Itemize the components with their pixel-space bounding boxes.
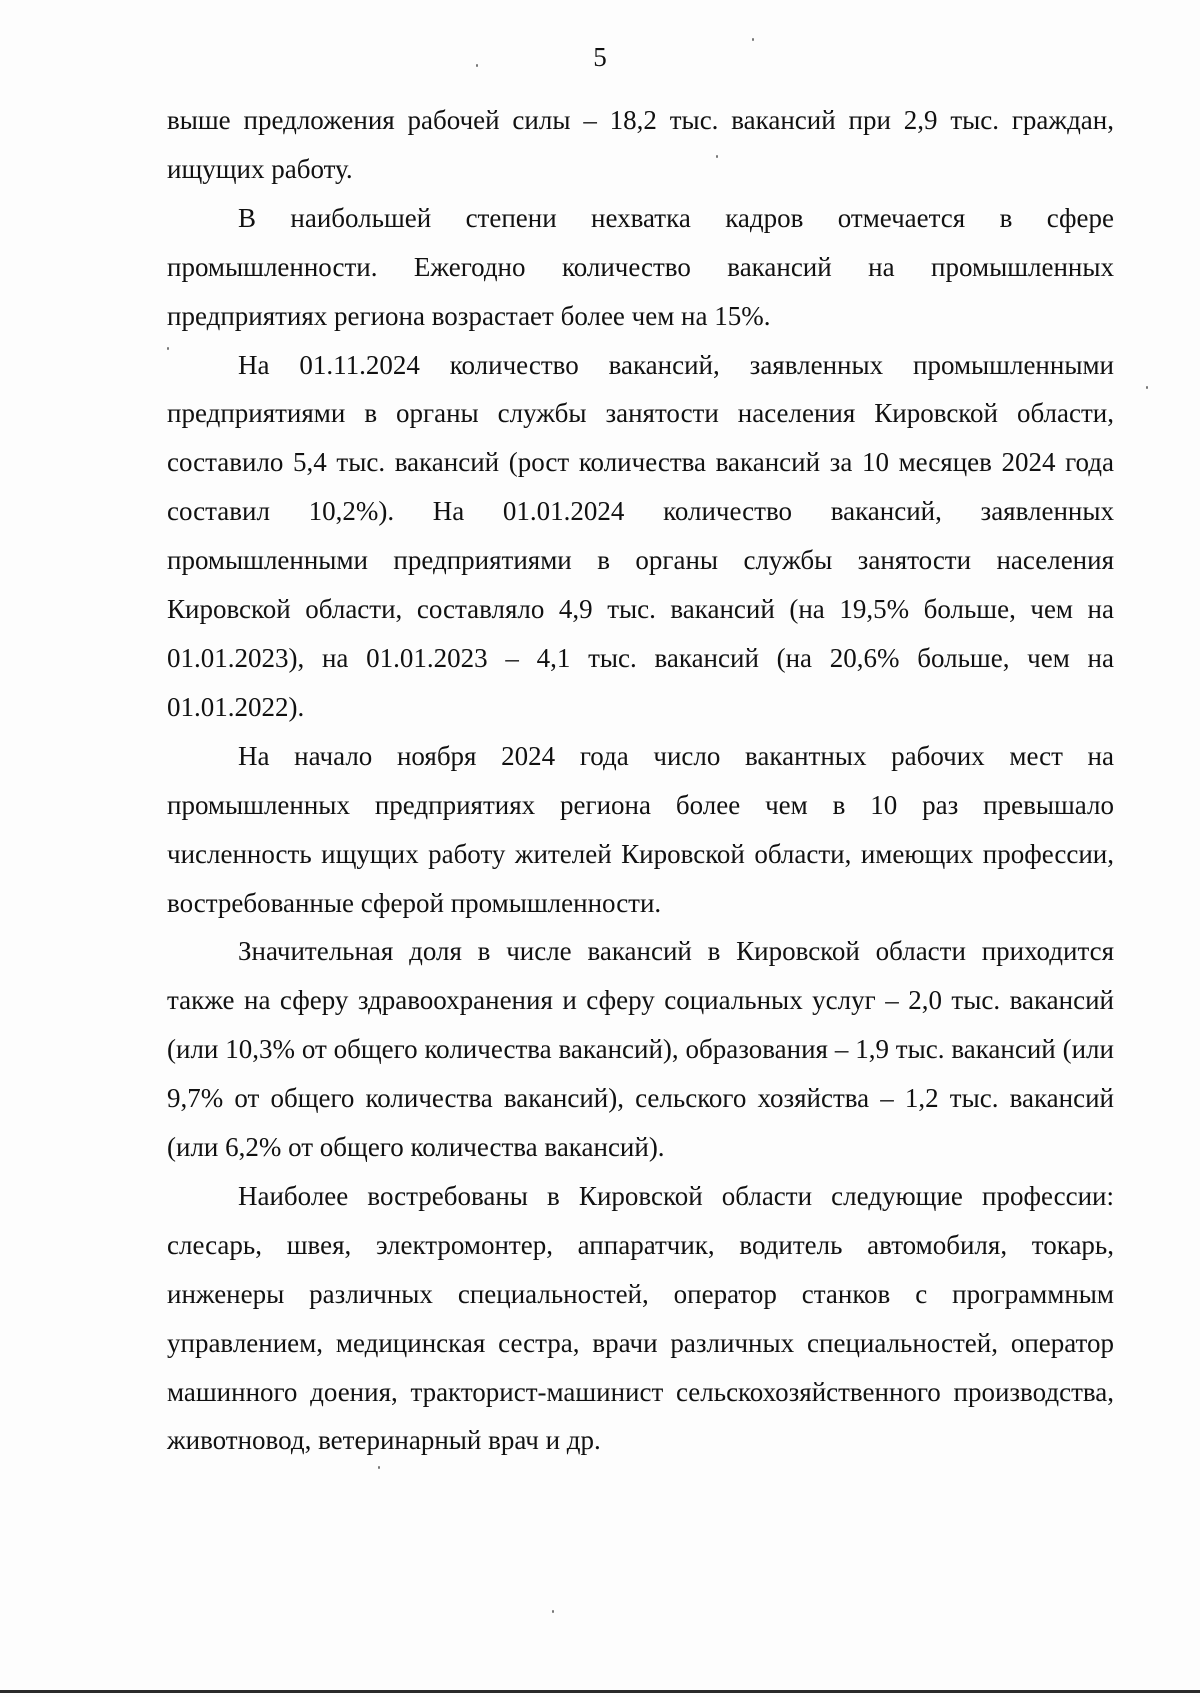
paragraph-industry-shortage: В наибольшей степени нехватка кадров отмечается в сфере промышленности. Ежегодно количество вакансий на промышленных предприятиях региона возрастает более чем на 15%. bbox=[167, 202, 1114, 331]
scan-bottom-edge bbox=[0, 1690, 1200, 1693]
paragraph-demanded-professions: Наиболее востребованы в Кировской области следующие профессии: слесарь, швея, электромонтер, аппаратчик, водитель автомобиля, токарь, инженеры различных специальностей, оператор станков с программным управлением, медицинская сестра, врачи различных специальностей, оператор машинного доения, тракторист-машинист сельскохозяйственного производства, животновод, ветеринарный врач и др. bbox=[167, 1180, 1114, 1456]
scan-speck bbox=[1146, 386, 1148, 389]
scan-speck bbox=[552, 1610, 554, 1613]
paragraph-industrial-vacancies: На 01.11.2024 количество вакансий, заявленных промышленными предприятиями в органы службы занятости населения Кировской области, составило 5,4 тыс. вакансий (рост количества вакансий за 10 месяцев 2024 года составил 10,2%). На 01.01.2024 количество вакансий, заявленных промышленными предприятиями в органы службы занятости населения Кировской области, составляло 4,9 тыс. вакансий (на 19,5% больше, чем на 01.01.2023), на 01.01.2023 – 4,1 тыс. вакансий (на 20,6% больше, чем на 01.01.2022). bbox=[167, 349, 1114, 722]
scan-speck bbox=[716, 155, 718, 158]
scan-speck bbox=[167, 347, 169, 350]
scan-speck bbox=[752, 38, 754, 41]
page-number: 5 bbox=[593, 42, 607, 72]
document-body bbox=[167, 96, 1114, 1465]
paragraph-sector-shares: Значительная доля в числе вакансий в Кировской области приходится также на сферу здравоохранения и сферу социальных услуг – 2,0 тыс. вакансий (или 10,3% от общего количества вакансий), образования – 1,9 тыс. вакансий (или 9,7% от общего количества вакансий), сельского хозяйства – 1,2 тыс. вакансий (или 6,2% от общего количества вакансий). bbox=[167, 936, 1114, 1163]
paragraph-labor-supply: выше предложения рабочей силы – 18,2 тыс. вакансий при 2,9 тыс. граждан, ищущих работу. bbox=[167, 105, 1114, 184]
scan-speck bbox=[476, 64, 478, 67]
scan-speck bbox=[378, 1466, 380, 1469]
paragraph-november-2024: На начало ноября 2024 года число вакантных рабочих мест на промышленных предприятиях региона более чем в 10 раз превышало численность ищущих работу жителей Кировской области, имеющих профессии, востребованные сферой промышленности. bbox=[167, 740, 1114, 918]
